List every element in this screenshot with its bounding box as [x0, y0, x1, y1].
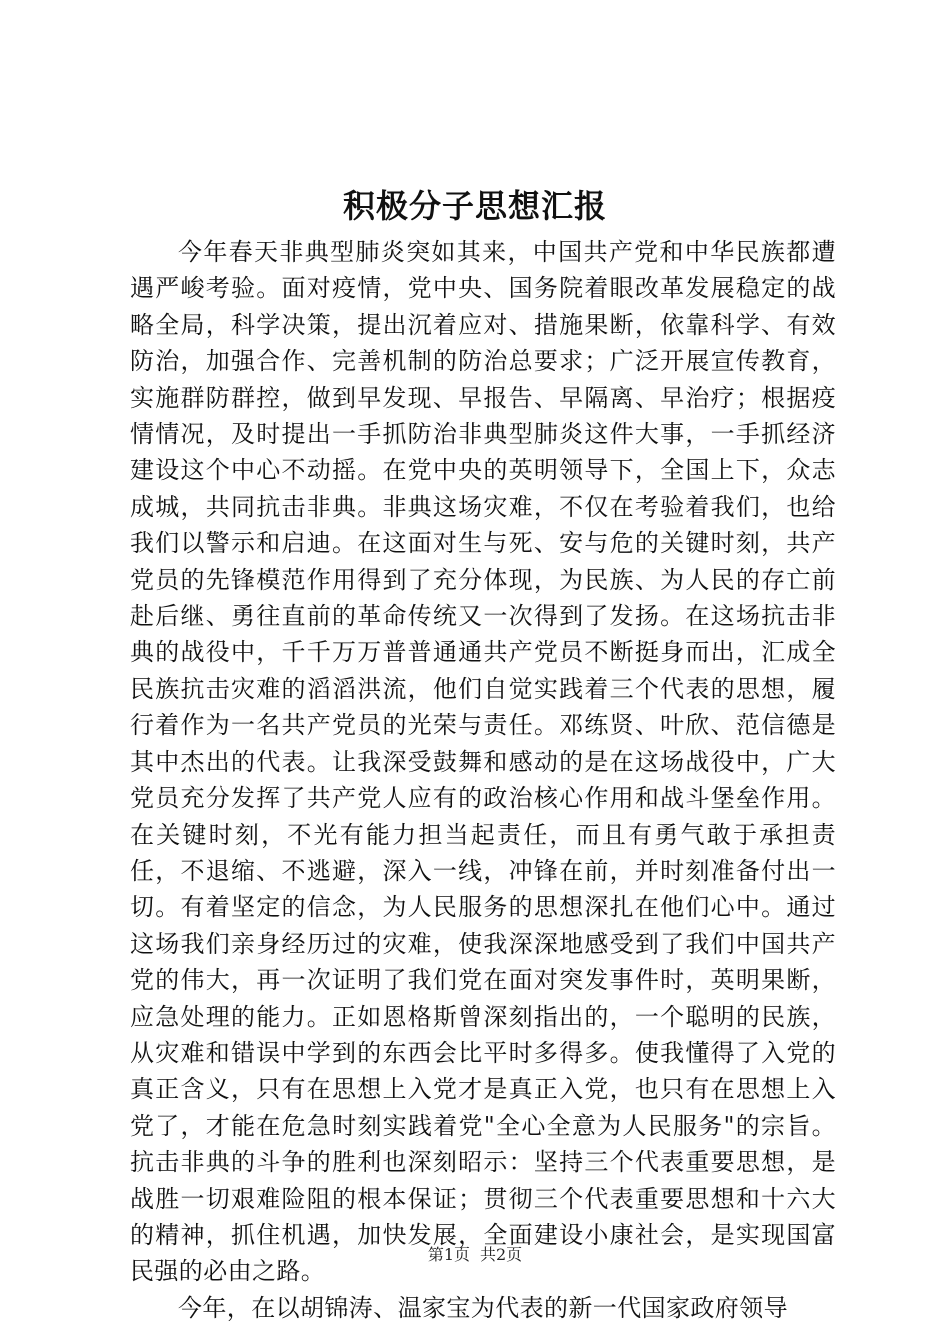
paragraph-1: 今年春天非典型肺炎突如其来，中国共产党和中华民族都遭遇严峻考验。面对疫情，党中央、国务院着眼改革发展稳定的战略全局，科学决策，提出沉着应对、措施果断，依靠科学、有效防治，加强合作、完善机制的防治总要求；广泛开展宣传教育，实施群防群控，做到早发现、早报告、早隔离、早治疗；根据疫情情况，及时提出一手抓防治非典型肺炎这件大事，一手抓经济建设这个中心不动摇。在党中央的英明领导下，全国上下，众志成城，共同抗击非典。非典这场灾难，不仅在考验着我们，也给我们以警示和启迪。在这面对生与死、安与危的关键时刻，共产党员的先锋模范作用得到了充分体现，为民族、为人民的存亡前赴后继、勇往直前的革命传统又一次得到了发扬。在这场抗击非典的战役中，千千万万普普通通共产党员不断挺身而出，汇成全民族抗击灾难的滔滔洪流，他们自觉实践着三个代表的思想，履行着作为一名共产党员的光荣与责任。邓练贤、叶欣、范信德是其中杰出的代表。让我深受鼓舞和感动的是在这场战役中，广大党员充分发挥了共产党人应有的政治核心作用和战斗堡垒作用。在关键时刻，不光有能力担当起责任，而且有勇气敢于承担责任，不退缩、不逃避，深入一线，冲锋在前，并时刻准备付出一切。有着坚定的信念，为人民服务的思想深扎在他们心中。通过这场我们亲身经历过的灾难，使我深深地感受到了我们中国共产党的伟大，再一次证明了我们党在面对突发事件时，英明果断，应急处理的能力。正如恩格斯曾深刻指出的，一个聪明的民族，从灾难和错误中学到的东西会比平时多得多。使我懂得了入党的真正含义，只有在思想上入党才是真正入党，也只有在思想上入党了，才能在危急时刻实践着党"全心全意为人民服务"的宗旨。抗击非典的斗争的胜利也深刻昭示：坚持三个代表重要思想，是战胜一切艰难险阻的根本保证；贯彻三个代表重要思想和十六大的精神，抓住机遇，加快发展，全面建设小康社会，是实现国富民强的必由之路。: [130, 238, 836, 1286]
page-number: 第1页: [427, 1245, 470, 1264]
document-body: [130, 234, 836, 1326]
document-title: 积极分子思想汇报: [342, 187, 607, 225]
paragraph-2: 今年，在以胡锦涛、温家宝为代表的新一代国家政府领导: [178, 1293, 788, 1322]
page-footer: [0, 1243, 950, 1267]
page-total: 共2页: [480, 1245, 523, 1264]
